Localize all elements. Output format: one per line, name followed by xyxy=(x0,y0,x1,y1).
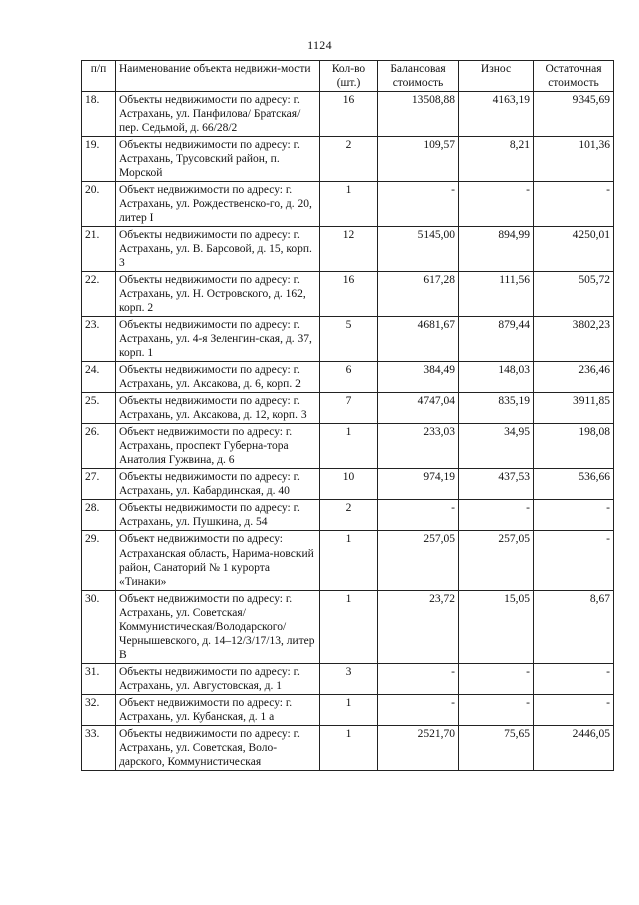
cell-wear: 148,03 xyxy=(459,362,534,393)
cell-name: Объекты недвижимости по адресу: г. Астрахань, ул. Панфилова/ Братская/ пер. Седьмой, д. 66/28/2 xyxy=(116,92,320,137)
cell-wear: 15,05 xyxy=(459,590,534,663)
cell-wear: - xyxy=(459,182,534,227)
cell-wear: - xyxy=(459,500,534,531)
cell-name: Объект недвижимости по адресу: г. Астрахань, проспект Губерна-тора Анатолия Гужвина, д. 6 xyxy=(116,424,320,469)
table-row xyxy=(82,317,614,362)
header-qty: Кол-во (шт.) xyxy=(320,61,378,92)
cell-residual: 101,36 xyxy=(534,137,614,182)
cell-qty: 3 xyxy=(320,663,378,694)
table-row xyxy=(82,362,614,393)
cell-qty: 5 xyxy=(320,317,378,362)
header-wear: Износ xyxy=(459,61,534,92)
table-row xyxy=(82,393,614,424)
cell-balance: - xyxy=(378,663,459,694)
cell-num: 30. xyxy=(82,590,116,663)
cell-balance: 2521,70 xyxy=(378,725,459,770)
cell-wear: 835,19 xyxy=(459,393,534,424)
cell-balance: 617,28 xyxy=(378,272,459,317)
cell-wear: 111,56 xyxy=(459,272,534,317)
cell-num: 18. xyxy=(82,92,116,137)
table-header-row xyxy=(82,61,614,92)
cell-wear: - xyxy=(459,663,534,694)
cell-residual: 236,46 xyxy=(534,362,614,393)
cell-qty: 10 xyxy=(320,469,378,500)
table-row xyxy=(82,469,614,500)
cell-balance: 257,05 xyxy=(378,531,459,590)
cell-num: 21. xyxy=(82,227,116,272)
cell-wear: 879,44 xyxy=(459,317,534,362)
cell-qty: 2 xyxy=(320,500,378,531)
table-row xyxy=(82,137,614,182)
cell-num: 24. xyxy=(82,362,116,393)
cell-num: 19. xyxy=(82,137,116,182)
cell-balance: 109,57 xyxy=(378,137,459,182)
cell-qty: 1 xyxy=(320,424,378,469)
cell-name: Объекты недвижимости по адресу: г. Астрахань, ул. 4-я Зеленгин-ская, д. 37, корп. 1 xyxy=(116,317,320,362)
cell-balance: 233,03 xyxy=(378,424,459,469)
cell-wear: 34,95 xyxy=(459,424,534,469)
cell-qty: 6 xyxy=(320,362,378,393)
cell-residual: - xyxy=(534,182,614,227)
cell-balance: - xyxy=(378,182,459,227)
cell-residual: - xyxy=(534,500,614,531)
property-table xyxy=(81,60,614,771)
cell-num: 22. xyxy=(82,272,116,317)
header-balance: Балансовая стоимость xyxy=(378,61,459,92)
cell-name: Объекты недвижимости по адресу: г. Астрахань, ул. Н. Островского, д. 162, корп. 2 xyxy=(116,272,320,317)
cell-name: Объекты недвижимости по адресу: г. Астрахань, ул. Аксакова, д. 12, корп. 3 xyxy=(116,393,320,424)
table-row xyxy=(82,500,614,531)
cell-name: Объекты недвижимости по адресу: г. Астрахань, ул. Советская, Воло-дарского, Коммунистическая xyxy=(116,725,320,770)
cell-qty: 7 xyxy=(320,393,378,424)
cell-balance: 13508,88 xyxy=(378,92,459,137)
cell-num: 25. xyxy=(82,393,116,424)
table-row xyxy=(82,590,614,663)
cell-residual: 4250,01 xyxy=(534,227,614,272)
cell-wear: 437,53 xyxy=(459,469,534,500)
table-row xyxy=(82,694,614,725)
cell-num: 33. xyxy=(82,725,116,770)
cell-balance: 4681,67 xyxy=(378,317,459,362)
table-row xyxy=(82,182,614,227)
cell-num: 23. xyxy=(82,317,116,362)
cell-wear: 257,05 xyxy=(459,531,534,590)
cell-qty: 1 xyxy=(320,590,378,663)
cell-balance: - xyxy=(378,500,459,531)
cell-residual: 8,67 xyxy=(534,590,614,663)
cell-balance: 5145,00 xyxy=(378,227,459,272)
cell-name: Объекты недвижимости по адресу: г. Астрахань, ул. Кабардинская, д. 40 xyxy=(116,469,320,500)
cell-name: Объект недвижимости по адресу: Астраханская область, Нарима-новский район, Санаторий № 1 курорта «Тинаки» xyxy=(116,531,320,590)
cell-residual: - xyxy=(534,694,614,725)
cell-qty: 12 xyxy=(320,227,378,272)
header-name: Наименование объекта недвижи-мости xyxy=(116,61,320,92)
cell-qty: 2 xyxy=(320,137,378,182)
table-row xyxy=(82,272,614,317)
cell-name: Объекты недвижимости по адресу: г. Астрахань, ул. В. Барсовой, д. 15, корп. 3 xyxy=(116,227,320,272)
cell-num: 29. xyxy=(82,531,116,590)
cell-residual: - xyxy=(534,663,614,694)
cell-name: Объекты недвижимости по адресу: г. Астрахань, ул. Аксакова, д. 6, корп. 2 xyxy=(116,362,320,393)
cell-num: 20. xyxy=(82,182,116,227)
cell-qty: 1 xyxy=(320,182,378,227)
cell-num: 27. xyxy=(82,469,116,500)
table-row xyxy=(82,424,614,469)
cell-num: 26. xyxy=(82,424,116,469)
cell-residual: 536,66 xyxy=(534,469,614,500)
table-row xyxy=(82,531,614,590)
cell-num: 32. xyxy=(82,694,116,725)
cell-wear: - xyxy=(459,694,534,725)
cell-residual: 2446,05 xyxy=(534,725,614,770)
cell-wear: 8,21 xyxy=(459,137,534,182)
table-row xyxy=(82,725,614,770)
cell-balance: 974,19 xyxy=(378,469,459,500)
cell-qty: 16 xyxy=(320,92,378,137)
cell-residual: - xyxy=(534,531,614,590)
cell-qty: 16 xyxy=(320,272,378,317)
cell-num: 28. xyxy=(82,500,116,531)
header-num: п/п xyxy=(82,61,116,92)
cell-name: Объект недвижимости по адресу: г. Астрахань, ул. Рождественско-го, д. 20, литер I xyxy=(116,182,320,227)
cell-balance: 4747,04 xyxy=(378,393,459,424)
header-residual: Остаточная стоимость xyxy=(534,61,614,92)
cell-name: Объекты недвижимости по адресу: г. Астрахань, ул. Пушкина, д. 54 xyxy=(116,500,320,531)
cell-residual: 198,08 xyxy=(534,424,614,469)
cell-balance: - xyxy=(378,694,459,725)
cell-balance: 23,72 xyxy=(378,590,459,663)
cell-wear: 75,65 xyxy=(459,725,534,770)
table-row xyxy=(82,663,614,694)
cell-name: Объекты недвижимости по адресу: г. Астрахань, Трусовский район, п. Морской xyxy=(116,137,320,182)
table-row xyxy=(82,92,614,137)
cell-qty: 1 xyxy=(320,694,378,725)
cell-qty: 1 xyxy=(320,725,378,770)
cell-residual: 3911,85 xyxy=(534,393,614,424)
page-number: 1124 xyxy=(307,38,332,52)
cell-name: Объект недвижимости по адресу: г. Астрахань, ул. Советская/ Коммунистическая/Володарского/ Чернышевского, д. 14–12/3/17/13, литер В xyxy=(116,590,320,663)
cell-residual: 3802,23 xyxy=(534,317,614,362)
cell-name: Объект недвижимости по адресу: г. Астрахань, ул. Кубанская, д. 1 а xyxy=(116,694,320,725)
cell-qty: 1 xyxy=(320,531,378,590)
cell-residual: 505,72 xyxy=(534,272,614,317)
cell-wear: 4163,19 xyxy=(459,92,534,137)
cell-wear: 894,99 xyxy=(459,227,534,272)
table-row xyxy=(82,227,614,272)
cell-num: 31. xyxy=(82,663,116,694)
cell-residual: 9345,69 xyxy=(534,92,614,137)
cell-balance: 384,49 xyxy=(378,362,459,393)
cell-name: Объекты недвижимости по адресу: г. Астрахань, ул. Августовская, д. 1 xyxy=(116,663,320,694)
